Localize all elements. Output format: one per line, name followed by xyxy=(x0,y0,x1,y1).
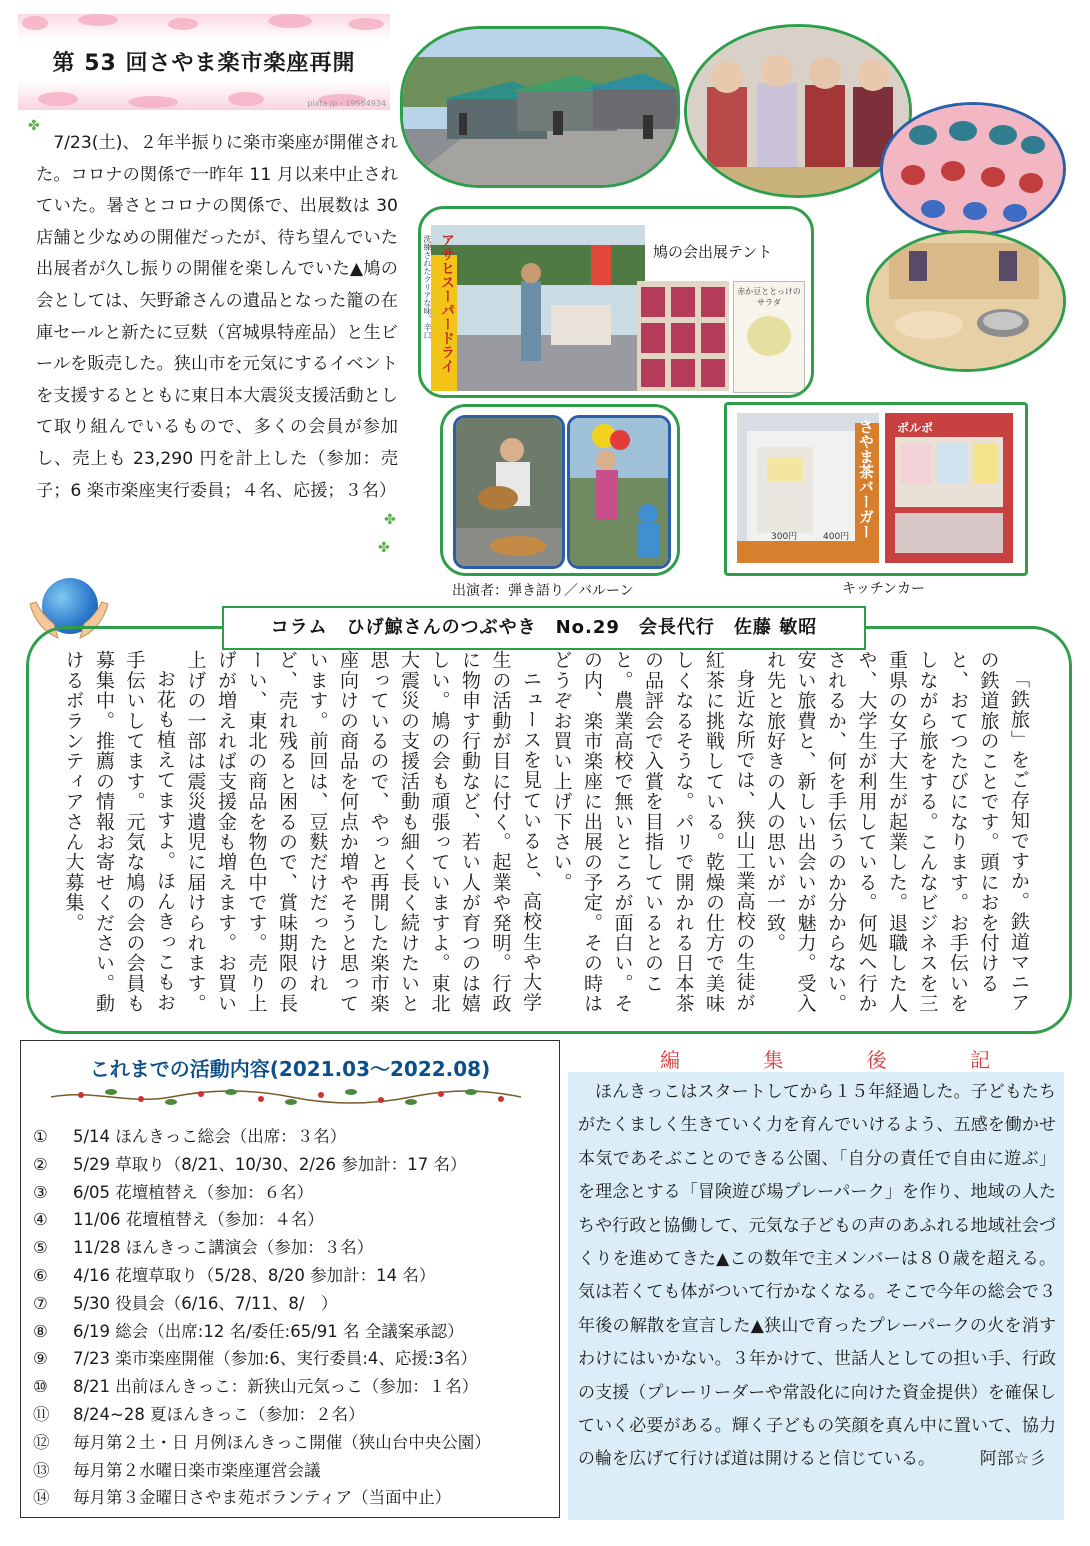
title-banner xyxy=(18,14,390,110)
page-title: 第 53 回さやま楽市楽座再開 xyxy=(52,51,356,76)
beer-sign-small: 洗練されたクリアな味、辛口 xyxy=(423,235,432,339)
performers-photo-group xyxy=(440,404,680,576)
column-body xyxy=(62,650,1034,1016)
beer-sign: アサヒスーパードライ xyxy=(439,233,455,373)
list-item: ⑭ 毎月第３金曜日さやま苑ボランティア（当面中止） xyxy=(33,1488,452,1508)
editorial-title: 編 集 後 記 xyxy=(660,1048,990,1072)
activity-box xyxy=(20,1040,560,1518)
clover-icon: ✤ xyxy=(28,118,40,134)
kitchen-car-caption: キッチンカー xyxy=(842,581,926,597)
editorial-box xyxy=(568,1072,1064,1520)
recipe-poster xyxy=(733,281,805,393)
kitchen-car-photo-group xyxy=(724,402,1028,576)
list-item: ⑬ 毎月第２水曜日楽市楽座運営会議 xyxy=(33,1460,321,1480)
list-item: ⑤ 11/28 ほんきっこ講演会（参加：３名） xyxy=(33,1238,374,1258)
article-body xyxy=(36,128,398,507)
column-header: コラム ひげ鯨さんのつぶやき No.29 会長代行 佐藤 敏昭 xyxy=(222,606,866,650)
dolls-photo xyxy=(684,24,912,198)
toy-kitchen-photo xyxy=(866,230,1066,372)
crafts-photo xyxy=(880,102,1066,236)
kitchen-price: 300円 xyxy=(771,532,798,542)
editorial-body xyxy=(578,1076,1056,1477)
watermark: pixta.jp - 19564934 xyxy=(307,99,386,108)
tent-caption: 鳩の会出展テント xyxy=(653,243,773,261)
list-item: ⑩ 8/21 出前ほんきっこ：新狭山元気っこ（参加：１名） xyxy=(33,1377,479,1397)
list-item: ③ 6/05 花壇植替え（参加：６名） xyxy=(33,1182,314,1202)
list-item: ⑫ 毎月第２土・日 月例ほんきっこ開催（狭山台中央公園） xyxy=(33,1432,491,1452)
editorial-signature: 阿部☆彡 xyxy=(979,1449,1046,1470)
list-item: ② 5/29 草取り（8/21、10/30、2/26 参加計：17 名） xyxy=(33,1154,467,1174)
performers-caption: 出演者：弾き語り／バルーン xyxy=(452,583,634,599)
list-item: ⑧ 6/19 総会（出席:12 名/委任:65/91 名 全議案承認） xyxy=(33,1321,464,1341)
editorial-text: ほんきっこはスタートしてから１５年経過した。子どもたちがたくましく生きていく力を育んでいけるよう、五感を働かせ本気であそぶことのできる公園、「自分の責任で自由に遊ぶ」を理念とする「冒険遊び場プレーパーク」を作り、地域の人たちや行政と協働して、元気な子どもの声のあふれる地域社会づくりを進めてきた▲この数年で主メンバーは８０歳を超える。気は若くても体がついて行かなくなる。そこで今年の総会で３年後の解散を宣言した▲狭山で育ったプレーパークの火を消すわけにはいかない。３年かけて、世話人としての担い手、行政の支援（プレーリーダーや常設化に向けた資金提供）を確保していく必要がある。輝く子どもの笑顔を真ん中に置いて、協力の輪を広げて行けば道は開けると信じている。 xyxy=(578,1082,1056,1470)
list-item: ④ 11/06 花壇植替え（参加：４名） xyxy=(33,1210,324,1230)
column-paragraph: ニュースを見ていると、高校生や大学生の活動が目に付く。起業や発明。行政に物申す行動など、若い人が育つのは嬉しい。鳩の会も頑張っていますよ。東北大震災の支援活動も細く長く続けたいと思っているので、やっと再開した楽市楽座向けの商品を何点か増やそうと思っています。前回は、豆麩だけだったけれど、売れ残ると困るので、賞味期限の長ーい、東北の商品を物色中です。売り上げが増えれば支援金も増えます。お買い上げの一部は震災遺児に届けられます。 xyxy=(184,650,542,1014)
kitchen-car-sign-2: ポルポ xyxy=(897,421,934,435)
list-item: ① 5/14 ほんきっこ総会（出席：３名） xyxy=(33,1127,347,1146)
column-paragraph: 「鉄旅」をご存知ですか。鉄道マニアの鉄道旅のことです。頭におを付けると、おてつたびになります。お手伝いをしながら旅をする。こんなビジネスを三重県の女子大生が起業した。退職した人や、大学生が利用している。何処へ行かされるか、何を手伝うのか分からない。安い旅費と、新しい出会いが魅力。受入れ先と旅好きの人の思いが一致。 xyxy=(764,650,1030,1014)
clover-icon: ✤ xyxy=(378,540,390,556)
list-item: ⑦ 5/30 役員会（6/16、7/11、8/ ） xyxy=(33,1293,338,1313)
kitchen-car-sign: さやま茶バーガー xyxy=(857,419,875,539)
market-tents-photo xyxy=(400,26,680,188)
column-paragraph: 身近な所では、狭山工業高校の生徒が紅茶に挑戦している。乾燥の仕方で美味しくなるそうな。パリで開かれる日本茶の品評会で入賞を目指しているとのこと。農業高校で無いところが面白い。その内、楽市楽座に出展の予定。その時はどうぞお買い上げ下さい。 xyxy=(550,650,756,1014)
kitchen-price-2: 400円 xyxy=(823,532,850,542)
list-item: ⑨ 7/23 楽市楽座開催（参加:6、実行委員:4、応援:3名） xyxy=(33,1349,477,1369)
tent-photo-group xyxy=(418,206,814,398)
list-item: ⑥ 4/16 花壇草取り（5/28、8/20 参加計：14 名） xyxy=(33,1265,436,1285)
activity-title: これまでの活動内容(2021.03～2022.08) xyxy=(89,1057,491,1081)
vine-ornament xyxy=(51,1087,521,1107)
list-item: ⑪ 8/24~28 夏ほんきっこ（参加：２名） xyxy=(33,1404,365,1424)
column-paragraph: お花も植えてますよ。ほんきっこもお手伝いしてます。元気な鳩の会の会員も募集中。推薦の情報お寄せください。動けるボランティアさん大募集。 xyxy=(62,650,176,1014)
recipe-poster-title: 赤か豆ととっけのサラダ xyxy=(737,287,801,307)
activity-list xyxy=(33,1123,491,1512)
article-text: 7/23(土)、２年半振りに楽市楽座が開催された。コロナの関係で一昨年 11 月以来中止されていた。暑さとコロナの関係で、出展数は 30 店舗と少なめの開催だったが、待ち望んでいた出展者が久し振りの開催を楽しんでいた▲鳩の会としては、矢野爺さんの遺品となった籠の在庫セールと新たに豆麩（宮城県特産品）と生ビールを販売した。狭山市を元気にするイベントを支援するとともに東日本大震災支援活動として取り組んでいるもので、多くの会員が参加し、売上も 23,290 円を計上した（参加：売子；6 楽市楽座実行委員；４名、応援；３名） xyxy=(36,133,398,501)
clover-icon: ✤ xyxy=(384,512,396,528)
